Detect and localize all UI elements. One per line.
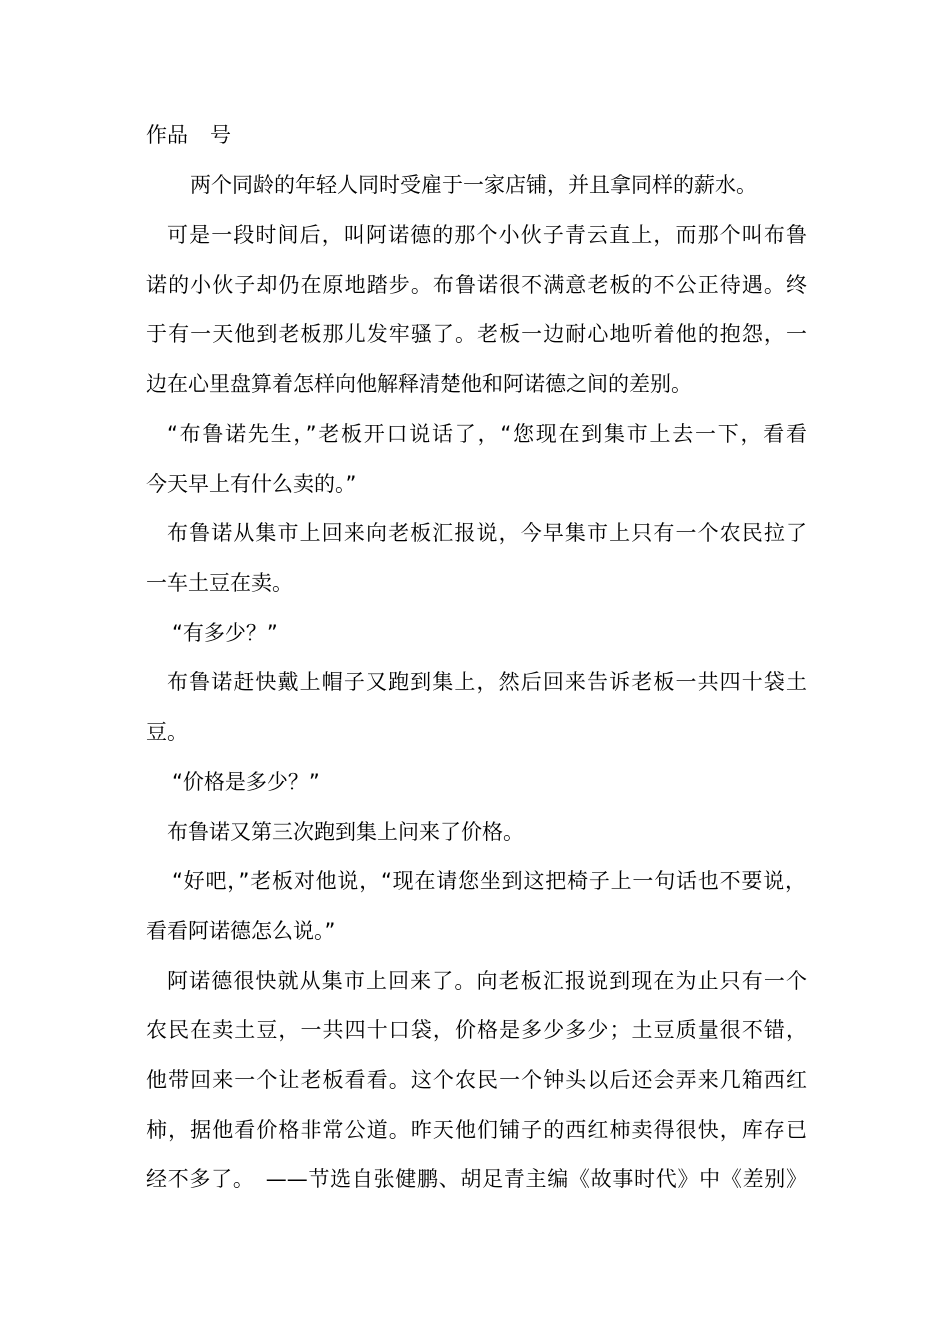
- paragraph-line-11: 布鲁诺赶快戴上帽子又跑到集上，然后回来告诉老板一共四十袋土: [167, 670, 807, 694]
- paragraph-line-20: 柿，据他看价格非常公道。昨天他们铺子的西红柿卖得很快，库存已: [146, 1118, 807, 1142]
- paragraph-line-5: 边在心里盘算着怎样向他解释清楚他和阿诺德之间的差别。: [146, 372, 692, 396]
- paragraph-line-4: 于有一天他到老板那儿发牢骚了。老板一边耐心地听着他的抱怨，一: [146, 322, 807, 346]
- paragraph-line-10: “有多少？”: [172, 621, 278, 645]
- paragraph-line-13: “价格是多少？”: [172, 770, 320, 794]
- title-label: 作品: [146, 123, 188, 147]
- paragraph-line-1: 两个同龄的年轻人同时受雇于一家店铺，并且拿同样的薪水。: [190, 173, 757, 197]
- paragraph-line-8: 布鲁诺从集市上回来向老板汇报说，今早集市上只有一个农民拉了: [167, 521, 807, 545]
- paragraph-line-15: “好吧，”老板对他说，“现在请您坐到这把椅子上一句话也不要说，: [172, 869, 806, 893]
- paragraph-line-9: 一车土豆在卖。: [146, 571, 293, 595]
- paragraph-line-18: 农民在卖土豆，一共四十口袋，价格是多少多少；土豆质量很不错，: [146, 1018, 807, 1042]
- title-line: [146, 121, 816, 149]
- paragraph-line-21: 经不多了。 ——节选自张健鹏、胡足青主编《故事时代》中《差别》: [146, 1167, 807, 1191]
- paragraph-line-17: 阿诺德很快就从集市上回来了。向老板汇报说到现在为止只有一个: [167, 969, 807, 993]
- paragraph-line-3: 诺的小伙子却仍在原地踏步。布鲁诺很不满意老板的不公正待遇。终: [146, 273, 807, 297]
- title-number-label: 号: [210, 123, 231, 147]
- paragraph-line-6: “布鲁诺先生，”老板开口说话了，“您现在到集市上去一下，看看: [167, 422, 807, 446]
- paragraph-line-7: 今天早上有什么卖的。”: [146, 472, 357, 496]
- paragraph-line-16: 看看阿诺德怎么说。”: [146, 919, 336, 943]
- paragraph-line-19: 他带回来一个让老板看看。这个农民一个钟头以后还会弄来几箱西红: [146, 1068, 807, 1092]
- paragraph-line-14: 布鲁诺又第三次跑到集上问来了价格。: [167, 820, 524, 844]
- paragraph-line-12: 豆。: [146, 720, 188, 744]
- paragraph-line-2: 可是一段时间后，叫阿诺德的那个小伙子青云直上，而那个叫布鲁: [167, 223, 807, 247]
